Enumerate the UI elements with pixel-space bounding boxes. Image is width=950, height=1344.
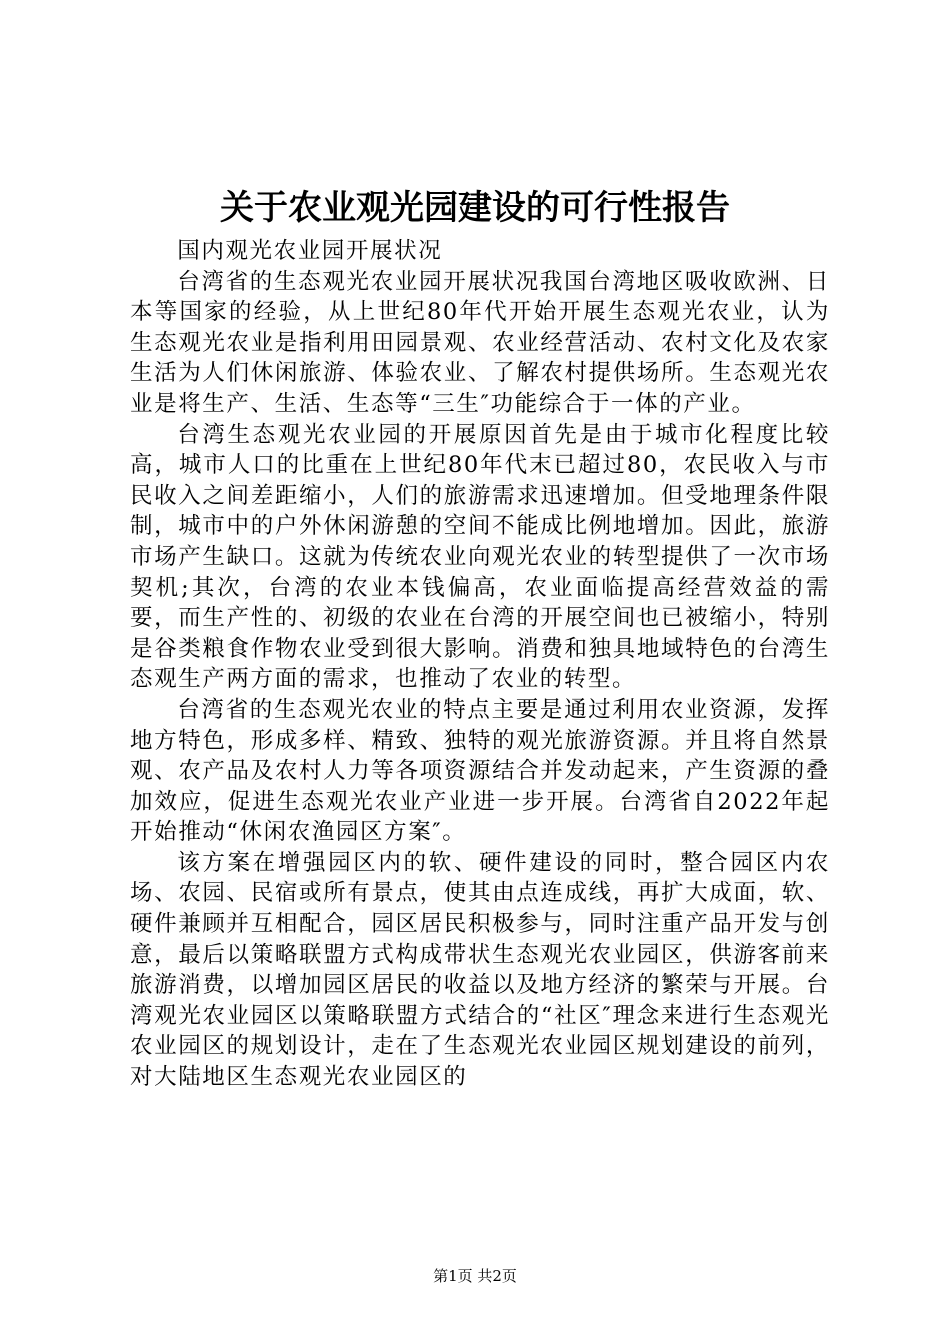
document-title: 关于农业观光园建设的可行性报告	[220, 188, 730, 228]
section-heading: 国内观光农业园开展状况	[177, 238, 443, 264]
document-body	[130, 236, 830, 1093]
page-number-footer: 第1页 共2页	[433, 1267, 517, 1285]
paragraph: 台湾生态观光农业园的开展原因首先是由于城市化程度比较高，城市人口的比重在上世纪80年代末已超过80，农民收入与市民收入之间差距缩小，人们的旅游需求迅速增加。但受地理条件限制，城市中的户外休闲游憩的空间不能成比例地增加。因此，旅游市场产生缺口。这就为传统农业向观光农业的转型提供了一次市场契机;其次，台湾的农业本钱偏高，农业面临提高经营效益的需要，而生产性的、初级的农业在台湾的开展空间也已被缩小，特别是谷类粮食作物农业受到很大影响。消费和独具地域特色的台湾生态观生产两方面的需求，也推动了农业的转型。	[130, 421, 830, 693]
paragraph: 台湾省的生态观光农业园开展状况我国台湾地区吸收欧洲、日本等国家的经验，从上世纪80年代开始开展生态观光农业，认为生态观光农业是指利用田园景观、农业经营活动、农村文化及农家生活为人们休闲旅游、体验农业、了解农村提供场所。生态观光农业是将生产、生活、生态等“三生″功能综合于一体的产业。	[130, 268, 830, 417]
paragraph: 台湾省的生态观光农业的特点主要是通过利用农业资源，发挥地方特色，形成多样、精致、独特的观光旅游资源。并且将自然景观、农产品及农村人力等各项资源结合并发动起来，产生资源的叠加效应，促进生态观光农业产业进一步开展。台湾省自2022年起开始推动“休闲农渔园区方案″。	[130, 696, 830, 846]
paragraph: 该方案在增强园区内的软、硬件建设的同时，整合园区内农场、农园、民宿或所有景点，使其由点连成线，再扩大成面，软、硬件兼顾并互相配合，园区居民积极参与，同时注重产品开发与创意，最后以策略联盟方式构成带状生态观光农业园区，供游客前来旅游消费，以增加园区居民的收益以及地方经济的繁荣与开展。台湾观光农业园区以策略联盟方式结合的“社区″理念来进行生态观光农业园区的规划设计，走在了生态观光农业园区规划建设的前列，对大陆地区生态观光农业园区的	[130, 849, 830, 1091]
